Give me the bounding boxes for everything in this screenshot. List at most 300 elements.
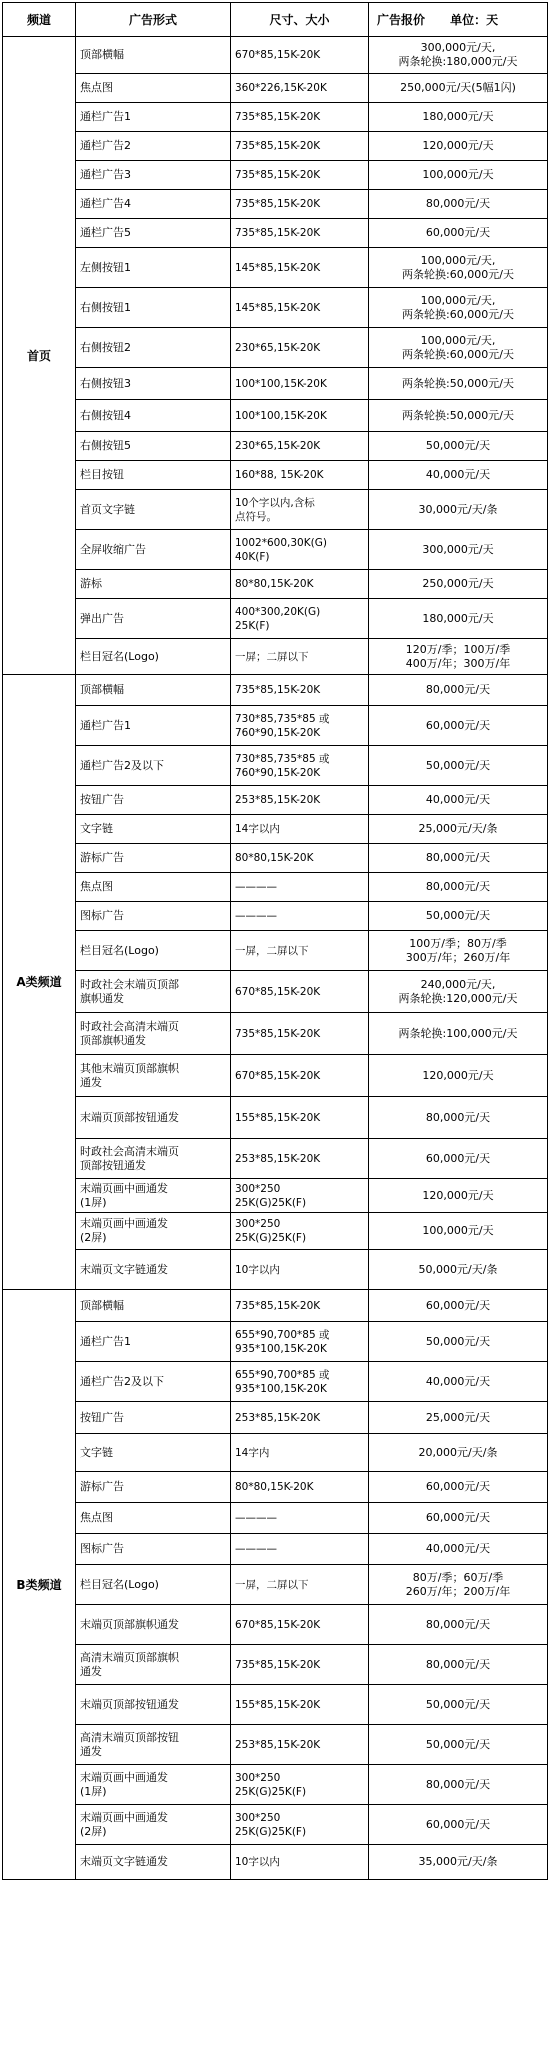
size-cell-line: 80*80,15K-20K <box>235 578 314 590</box>
size-cell-line: 300*250 <box>235 1182 281 1195</box>
table-row <box>3 873 548 902</box>
format-cell-line: 通栏广告4 <box>80 197 131 210</box>
format-cell-line: 焦点图 <box>80 1511 113 1524</box>
size-cell <box>231 328 369 368</box>
size-cell <box>231 1139 369 1179</box>
table-row <box>3 248 548 288</box>
format-cell-line: 全屏收缩广告 <box>80 542 146 556</box>
price-cell-line: 60,000元/天 <box>425 1817 491 1831</box>
format-cell <box>76 1097 231 1139</box>
table-body <box>3 37 548 1880</box>
size-cell <box>231 844 369 873</box>
price-cell-line: 80,000元/天 <box>425 1657 491 1671</box>
size-cell-line: 935*100,15K-20K <box>235 1382 327 1395</box>
format-cell-line: 通栏广告1 <box>80 110 131 123</box>
size-cell-line: 730*85,735*85 或 <box>235 752 330 765</box>
price-cell <box>369 844 548 873</box>
format-cell <box>76 675 231 706</box>
price-cell <box>369 1434 548 1472</box>
format-cell-line: 旗帜通发 <box>80 991 124 1005</box>
format-cell <box>76 1605 231 1645</box>
format-cell-line: 文字链 <box>80 1445 113 1459</box>
size-cell-line: ———— <box>235 1512 277 1524</box>
price-cell <box>369 1503 548 1534</box>
price-cell <box>369 1250 548 1290</box>
size-cell <box>231 1322 369 1362</box>
format-cell <box>76 1434 231 1472</box>
table-row <box>3 1362 548 1402</box>
price-cell-line: 40,000元/天 <box>425 1542 491 1555</box>
size-cell-line: 735*85,15K-20K <box>235 1658 321 1671</box>
table-row <box>3 1725 548 1765</box>
size-cell-line: 155*85,15K-20K <box>235 1698 321 1711</box>
price-cell <box>369 1845 548 1880</box>
format-cell-line: 时政社会末端页顶部 <box>80 977 179 991</box>
format-cell-line: 末端页文字链通发 <box>80 1855 168 1868</box>
table-row <box>3 1605 548 1645</box>
price-cell <box>369 1472 548 1503</box>
size-cell <box>231 971 369 1013</box>
table-row <box>3 1685 548 1725</box>
size-cell-line: 253*85,15K-20K <box>235 1152 321 1165</box>
size-cell <box>231 103 369 132</box>
format-cell <box>76 1055 231 1097</box>
price-cell-line: 100,000元/天, <box>420 253 496 267</box>
size-cell-line: 230*65,15K-20K <box>235 341 321 354</box>
format-cell <box>76 1645 231 1685</box>
size-cell <box>231 400 369 432</box>
price-cell-line: 80,000元/天 <box>425 197 491 210</box>
price-cell-line: 180,000元/天 <box>422 110 494 123</box>
table-row <box>3 461 548 490</box>
format-cell <box>76 902 231 931</box>
format-cell-line: 通栏广告2及以下 <box>80 758 164 772</box>
price-cell <box>369 288 548 328</box>
price-cell-line: 60,000元/天 <box>425 226 491 239</box>
size-cell <box>231 288 369 328</box>
price-cell <box>369 815 548 844</box>
size-cell <box>231 1645 369 1685</box>
header-size: 尺寸、大小 <box>231 3 369 37</box>
price-cell <box>369 1402 548 1434</box>
size-cell <box>231 706 369 746</box>
format-cell-line: 末端页画中画通发 <box>80 1770 168 1784</box>
price-cell <box>369 1805 548 1845</box>
table-row <box>3 844 548 873</box>
format-cell-line: 文字链 <box>80 822 113 835</box>
table-row <box>3 132 548 161</box>
price-cell <box>369 1645 548 1685</box>
price-cell-line: 80,000元/天 <box>425 1617 491 1631</box>
format-cell <box>76 786 231 815</box>
size-cell-line: 300*250 <box>235 1771 281 1784</box>
format-cell <box>76 432 231 461</box>
size-cell <box>231 132 369 161</box>
table-row <box>3 400 548 432</box>
table-row <box>3 1139 548 1179</box>
price-cell-line: 两条轮换:120,000元/天 <box>398 991 518 1005</box>
price-cell <box>369 1290 548 1322</box>
format-cell-line: 顶部按钮通发 <box>80 1158 146 1172</box>
size-cell-line: 80*80,15K-20K <box>235 1481 314 1493</box>
price-cell <box>369 1565 548 1605</box>
price-cell-line: 两条轮换:50,000元/天 <box>402 408 514 422</box>
price-cell <box>369 1213 548 1250</box>
price-cell-line: 40,000元/天 <box>425 793 491 806</box>
price-cell-line: 120,000元/天 <box>422 1188 494 1202</box>
size-cell <box>231 931 369 971</box>
price-cell <box>369 675 548 706</box>
size-cell-line: 253*85,15K-20K <box>235 794 321 806</box>
format-cell-line: 按钮广告 <box>80 793 124 806</box>
format-cell <box>76 1402 231 1434</box>
size-cell-line: 400*300,20K(G) <box>235 605 321 618</box>
table-row <box>3 971 548 1013</box>
format-cell <box>76 706 231 746</box>
price-cell <box>369 1725 548 1765</box>
price-cell <box>369 190 548 219</box>
price-cell-line: 50,000元/天 <box>425 909 491 922</box>
format-cell-line: 通栏广告3 <box>80 168 131 181</box>
size-cell <box>231 1765 369 1805</box>
size-cell-line: 735*85,15K-20K <box>235 1299 321 1312</box>
price-cell <box>369 530 548 570</box>
size-cell <box>231 1565 369 1605</box>
price-cell-line: 250,000元/天 <box>422 577 494 590</box>
price-cell <box>369 1179 548 1213</box>
format-cell <box>76 37 231 74</box>
format-cell-line: (2屏) <box>80 1231 107 1244</box>
format-cell-line: 栏目冠名(Logo) <box>80 943 159 957</box>
price-cell-line: 80,000元/天 <box>425 1110 491 1124</box>
table-row <box>3 570 548 599</box>
format-cell <box>76 132 231 161</box>
price-cell-line: 两条轮换:60,000元/天 <box>402 347 514 361</box>
format-cell <box>76 219 231 248</box>
table-row <box>3 1565 548 1605</box>
price-cell <box>369 161 548 190</box>
size-cell-line: 760*90,15K-20K <box>235 726 321 739</box>
price-cell-line: 80,000元/天 <box>425 880 491 893</box>
size-cell <box>231 432 369 461</box>
size-cell-line: 一屏；二屏以下 <box>235 650 309 663</box>
header-price <box>369 3 548 37</box>
size-cell-line: 735*85,15K-20K <box>235 1027 321 1040</box>
price-cell <box>369 1013 548 1055</box>
price-cell-line: 60,000元/天 <box>425 1298 491 1312</box>
price-cell-line: 25,000元/天 <box>425 1410 491 1424</box>
format-cell-line: 右侧按钮5 <box>80 439 131 452</box>
size-cell <box>231 1434 369 1472</box>
size-cell <box>231 786 369 815</box>
price-cell <box>369 37 548 74</box>
price-cell <box>369 1097 548 1139</box>
format-cell-line: 通发 <box>80 1664 102 1678</box>
table-row <box>3 288 548 328</box>
price-cell-line: 35,000元/天/条 <box>418 1855 498 1868</box>
header-format: 广告形式 <box>76 3 231 37</box>
channel-cell: A类频道 <box>3 675 76 1290</box>
format-cell-line: 顶部横幅 <box>80 1298 124 1312</box>
format-cell-line: 末端页顶部按钮通发 <box>80 1697 179 1711</box>
size-cell <box>231 1605 369 1645</box>
size-cell-line: 100*100,15K-20K <box>235 409 327 422</box>
table-row <box>3 1213 548 1250</box>
table-row <box>3 1402 548 1434</box>
format-cell <box>76 570 231 599</box>
format-cell <box>76 746 231 786</box>
size-cell-line: 670*85,15K-20K <box>235 49 321 61</box>
format-cell <box>76 1250 231 1290</box>
table-row <box>3 190 548 219</box>
format-cell-line: 左侧按钮1 <box>80 260 131 274</box>
price-cell-line: 300,000元/天, <box>420 41 496 54</box>
header-price-label: 广告报价 <box>377 12 426 27</box>
table-row <box>3 786 548 815</box>
format-cell-line: 右侧按钮1 <box>80 300 131 314</box>
price-cell <box>369 1765 548 1805</box>
format-cell-line: 图标广告 <box>80 909 124 922</box>
size-cell <box>231 675 369 706</box>
size-cell <box>231 248 369 288</box>
format-cell-line: 其他末端页顶部旗帜 <box>80 1061 179 1075</box>
size-cell <box>231 1213 369 1250</box>
size-cell-line: ———— <box>235 881 277 893</box>
price-cell-line: 300万/年；260万/年 <box>405 950 511 964</box>
format-cell-line: 时政社会高清末端页 <box>80 1144 179 1158</box>
price-cell <box>369 1055 548 1097</box>
size-cell-line: 735*85,15K-20K <box>235 169 321 181</box>
table-row <box>3 675 548 706</box>
table-row <box>3 1765 548 1805</box>
price-cell-line: 80,000元/天 <box>425 683 491 696</box>
size-cell-line: 253*85,15K-20K <box>235 1411 321 1424</box>
format-cell <box>76 1362 231 1402</box>
size-cell <box>231 1472 369 1503</box>
format-cell-line: 图标广告 <box>80 1542 124 1555</box>
size-cell-line: 670*85,15K-20K <box>235 1069 321 1082</box>
size-cell-line: 40K(F) <box>235 550 270 563</box>
price-cell <box>369 570 548 599</box>
size-cell <box>231 190 369 219</box>
size-cell-line: 一屏，二屏以下 <box>235 1578 309 1591</box>
table-row <box>3 1845 548 1880</box>
price-cell <box>369 873 548 902</box>
format-cell <box>76 844 231 873</box>
size-cell-line: 935*100,15K-20K <box>235 1342 327 1355</box>
price-cell-line: 400万/年；300万/年 <box>405 656 511 670</box>
format-cell-line: 弹出广告 <box>80 611 124 625</box>
table-row <box>3 1013 548 1055</box>
format-cell <box>76 1213 231 1250</box>
table-row <box>3 599 548 639</box>
format-cell <box>76 1139 231 1179</box>
format-cell <box>76 1565 231 1605</box>
price-cell <box>369 368 548 400</box>
price-cell-line: 50,000元/天 <box>425 758 491 772</box>
price-cell <box>369 786 548 815</box>
price-cell <box>369 461 548 490</box>
format-cell <box>76 74 231 103</box>
size-cell <box>231 1685 369 1725</box>
format-cell-line: 末端页文字链通发 <box>80 1262 168 1276</box>
ad-rate-table <box>2 2 548 1880</box>
size-cell-line: 25K(F) <box>235 619 270 632</box>
format-cell <box>76 530 231 570</box>
price-cell-line: 40,000元/天 <box>425 1374 491 1388</box>
price-cell-line: 50,000元/天 <box>425 439 491 452</box>
price-cell-line: 100,000元/天, <box>420 293 496 307</box>
size-cell <box>231 461 369 490</box>
format-cell-line: 右侧按钮4 <box>80 408 131 422</box>
format-cell-line: 顶部旗帜通发 <box>80 1033 146 1047</box>
table-row <box>3 530 548 570</box>
price-cell-line: 100,000元/天, <box>420 333 496 347</box>
price-cell-line: 50,000元/天 <box>425 1697 491 1711</box>
price-cell <box>369 1605 548 1645</box>
size-cell <box>231 1055 369 1097</box>
size-cell-line: 300*250 <box>235 1811 281 1824</box>
format-cell-line: 通栏广告2及以下 <box>80 1374 164 1388</box>
table-row <box>3 37 548 74</box>
size-cell-line: 300*250 <box>235 1218 281 1230</box>
table-row <box>3 1472 548 1503</box>
price-cell-line: 180,000元/天 <box>422 611 494 625</box>
price-cell-line: 250,000元/天(5幅1闪) <box>400 81 516 94</box>
table-row <box>3 1055 548 1097</box>
ad-rate-table-container <box>2 2 547 1880</box>
format-cell <box>76 328 231 368</box>
table-row <box>3 1503 548 1534</box>
format-cell-line: 通栏广告1 <box>80 1334 131 1348</box>
table-row <box>3 815 548 844</box>
price-cell <box>369 490 548 530</box>
table-row <box>3 1434 548 1472</box>
format-cell <box>76 461 231 490</box>
format-cell-line: (1屏) <box>80 1195 107 1209</box>
format-cell-line: 通栏广告5 <box>80 226 131 239</box>
format-cell <box>76 1805 231 1845</box>
price-cell <box>369 248 548 288</box>
format-cell-line: 通栏广告2 <box>80 139 131 152</box>
size-cell <box>231 1290 369 1322</box>
size-cell-line: 14字内 <box>235 1446 270 1459</box>
size-cell-line: 730*85,735*85 或 <box>235 712 330 725</box>
price-cell-line: 50,000元/天/条 <box>418 1262 498 1276</box>
size-cell <box>231 161 369 190</box>
size-cell <box>231 37 369 74</box>
price-cell-line: 30,000元/天/条 <box>418 502 498 516</box>
size-cell-line: ———— <box>235 1543 277 1555</box>
price-cell-line: 80万/季；60万/季 <box>412 1570 504 1584</box>
table-row <box>3 1290 548 1322</box>
size-cell-line: 735*85,15K-20K <box>235 684 321 696</box>
format-cell-line: 栏目按钮 <box>80 468 124 481</box>
price-cell <box>369 1322 548 1362</box>
size-cell-line: 735*85,15K-20K <box>235 140 321 152</box>
size-cell <box>231 639 369 675</box>
size-cell-line: 1002*600,30K(G) <box>235 536 327 549</box>
format-cell <box>76 1322 231 1362</box>
size-cell-line: 655*90,700*85 或 <box>235 1328 330 1341</box>
size-cell <box>231 746 369 786</box>
table-row <box>3 74 548 103</box>
table-row <box>3 368 548 400</box>
price-cell <box>369 328 548 368</box>
format-cell-line: 时政社会高清末端页 <box>80 1019 179 1033</box>
format-cell-line: 通发 <box>80 1744 102 1758</box>
size-cell-line: 10字以内 <box>235 1856 280 1868</box>
price-cell-line: 80,000元/天 <box>425 1777 491 1791</box>
table-row <box>3 1645 548 1685</box>
format-cell <box>76 1290 231 1322</box>
price-cell-line: 60,000元/天 <box>425 1151 491 1165</box>
price-cell-line: 120,000元/天 <box>422 1068 494 1082</box>
size-cell-line: 670*85,15K-20K <box>235 1618 321 1631</box>
format-cell-line: (2屏) <box>80 1824 107 1838</box>
format-cell-line: 右侧按钮2 <box>80 340 131 354</box>
table-row <box>3 328 548 368</box>
header-row <box>3 3 548 37</box>
format-cell-line: 高清末端页顶部旗帜 <box>80 1650 179 1664</box>
size-cell <box>231 1097 369 1139</box>
format-cell-line: 通栏广告1 <box>80 718 131 732</box>
size-cell-line: 25K(G)25K(F) <box>235 1232 307 1244</box>
size-cell-line: 655*90,700*85 或 <box>235 1368 330 1381</box>
size-cell <box>231 1179 369 1213</box>
format-cell-line: 右侧按钮3 <box>80 376 131 390</box>
format-cell <box>76 1013 231 1055</box>
price-cell-line: 300,000元/天 <box>422 542 494 556</box>
price-cell-line: 60,000元/天 <box>425 1480 491 1493</box>
price-cell-line: 80,000元/天 <box>425 851 491 864</box>
price-cell <box>369 706 548 746</box>
format-cell <box>76 931 231 971</box>
format-cell-line: 栏目冠名(Logo) <box>80 649 159 663</box>
table-row <box>3 1179 548 1213</box>
price-cell <box>369 219 548 248</box>
format-cell-line: 游标广告 <box>80 851 124 864</box>
format-cell <box>76 161 231 190</box>
format-cell <box>76 400 231 432</box>
price-cell <box>369 132 548 161</box>
price-cell-line: 60,000元/天 <box>425 718 491 732</box>
size-cell <box>231 873 369 902</box>
format-cell <box>76 1534 231 1565</box>
size-cell <box>231 1402 369 1434</box>
price-cell <box>369 400 548 432</box>
format-cell <box>76 1503 231 1534</box>
price-cell-line: 120万/季；100万/季 <box>405 642 511 656</box>
size-cell <box>231 368 369 400</box>
size-cell <box>231 1250 369 1290</box>
size-cell-line: 80*80,15K-20K <box>235 852 314 864</box>
price-cell-line: 120,000元/天 <box>422 139 494 152</box>
format-cell <box>76 599 231 639</box>
price-cell-line: 两条轮换:180,000元/天 <box>398 55 518 68</box>
price-cell-line: 100,000元/天 <box>422 1224 494 1237</box>
size-cell <box>231 570 369 599</box>
format-cell <box>76 815 231 844</box>
size-cell-line: 10个字以内,含标 <box>235 496 315 509</box>
format-cell <box>76 368 231 400</box>
format-cell-line: 栏目冠名(Logo) <box>80 1577 159 1591</box>
format-cell-line: 末端页画中画通发 <box>80 1810 168 1824</box>
header-unit: 单位：天 <box>450 12 499 27</box>
price-cell-line: 20,000元/天/条 <box>418 1445 498 1459</box>
format-cell-line: 高清末端页顶部按钮 <box>80 1730 179 1744</box>
size-cell-line: 160*88, 15K-20K <box>235 469 324 481</box>
